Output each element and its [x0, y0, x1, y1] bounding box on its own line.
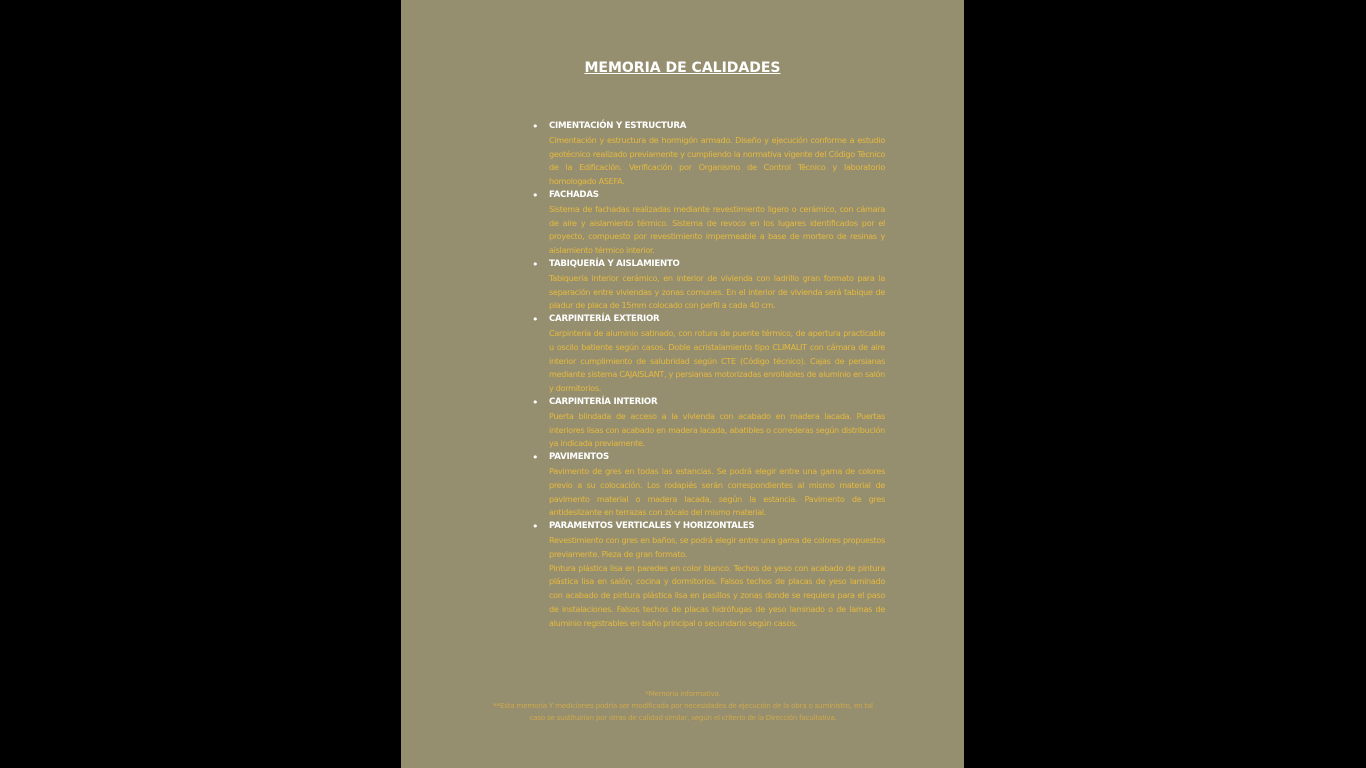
section-cimentacion	[532, 120, 885, 189]
bullet-icon: •	[532, 395, 539, 409]
section-heading: CARPINTERÍA INTERIOR	[549, 396, 658, 407]
section-pavimentos	[532, 451, 885, 520]
section-text: Tabiquería interior cerámico, en interior de vivienda con ladrillo gran formato para la separación entre viviendas y zonas comunes. En el interior de vivienda será tabique de pladur de placa de 15mm colocado con perfil a cada 40 cm.	[549, 272, 885, 311]
section-carpinteria-interior	[532, 395, 885, 451]
bullet-icon: •	[532, 520, 539, 534]
section-carpinteria-exterior	[532, 313, 885, 396]
bullet-icon: •	[532, 120, 539, 133]
bullet-icon: •	[532, 313, 539, 327]
section-heading: CIMENTACIÓN Y ESTRUCTURA	[549, 121, 687, 131]
section-fachadas	[532, 188, 885, 258]
section-text: Carpintería de aluminio satinado, con rotura de puente térmico, de apertura practicable u oscilo batiente según casos. Doble acristalamiento tipo CLIMALIT con cámara de aire interior cumplimiento de salubridad según CTE (Código técnico). Cajas de persianas mediante sistema CAJAISLANT, y persianas motorizadas enrollables de aluminio en salón y dormitorios.	[549, 327, 885, 394]
section-text: Sistema de fachadas realizadas mediante revestimiento ligero o cerámico, con cámara de aire y aislamiento térmico. Sistema de revoco en los lugares identificados por el proyecto, compuesto por revestimiento impermeable a base de mortero de resinas y aislamiento térmico interior.	[549, 203, 885, 256]
footer-note-informative: *Memoria informativa.	[645, 689, 721, 698]
footer-notes	[493, 688, 873, 723]
section-paramentos	[532, 520, 885, 630]
bullet-icon: •	[532, 188, 539, 202]
bullet-icon: •	[532, 257, 539, 271]
section-tabiqueria	[532, 257, 885, 313]
quality-sections-list	[532, 120, 885, 630]
section-heading: FACHADAS	[549, 189, 599, 200]
section-text: Puerta blindada de acceso a la vivienda con acabado en madera lacada. Puertas interiores lisas con acabado en madera lacada, abatibles o correderas según distribución ya indicada previamente.	[549, 410, 885, 449]
section-heading: CARPINTERÍA EXTERIOR	[549, 314, 660, 325]
page-title: MEMORIA DE CALIDADES	[584, 60, 781, 76]
section-text: Revestimiento con gres en baños, se podrá elegir entre una gama de colores propuestos previamente. Pieza de gran formato.	[549, 534, 885, 559]
footer-note-disclaimer: **Esta memoria Y mediciones podría ser modificada por necesidades de ejecución de la obra o suministro, en tal caso se sustituirían por otras de calidad similar, según el criterio de la Dirección facultativa.	[493, 700, 873, 722]
section-heading: PARAMENTOS VERTICALES Y HORIZONTALES	[549, 521, 755, 532]
section-text: Cimentación y estructura de hormigón armado. Diseño y ejecución conforme a estudio geotécnico realizado previamente y cumpliendo la normativa vigente del Código Técnico de la Edificación. Verificación por Organismo de Control Técnico y laboratorio homologado ASEFA.	[549, 134, 885, 187]
bullet-icon: •	[532, 451, 539, 465]
section-heading: PAVIMENTOS	[549, 452, 609, 463]
section-text: Pavimento de gres en todas las estancias. Se podrá elegir entre una gama de colores previo a su colocación. Los rodapiés serán correspondientes al mismo material de pavimento material o madera lacada, según la estancia. Pavimento de gres antideslizante en terrazas con zócalo del mismo material.	[549, 465, 885, 518]
section-heading: TABIQUERÍA Y AISLAMIENTO	[549, 258, 680, 269]
document-page	[401, 0, 964, 768]
section-text-continued: Pintura plástica lisa en paredes en color blanco. Techos de yeso con acabado de pintura plástica lisa en salón, cocina y dormitorios. Falsos techos de placas de yeso laminado con acabado de pintura plástica lisa en pasillos y zonas donde se requiera para el paso de instalaciones. Falsos techos de placas hidrófugas de yeso laminado o de lamas de aluminio registrables en baño principal o secundario según casos.	[549, 562, 885, 628]
